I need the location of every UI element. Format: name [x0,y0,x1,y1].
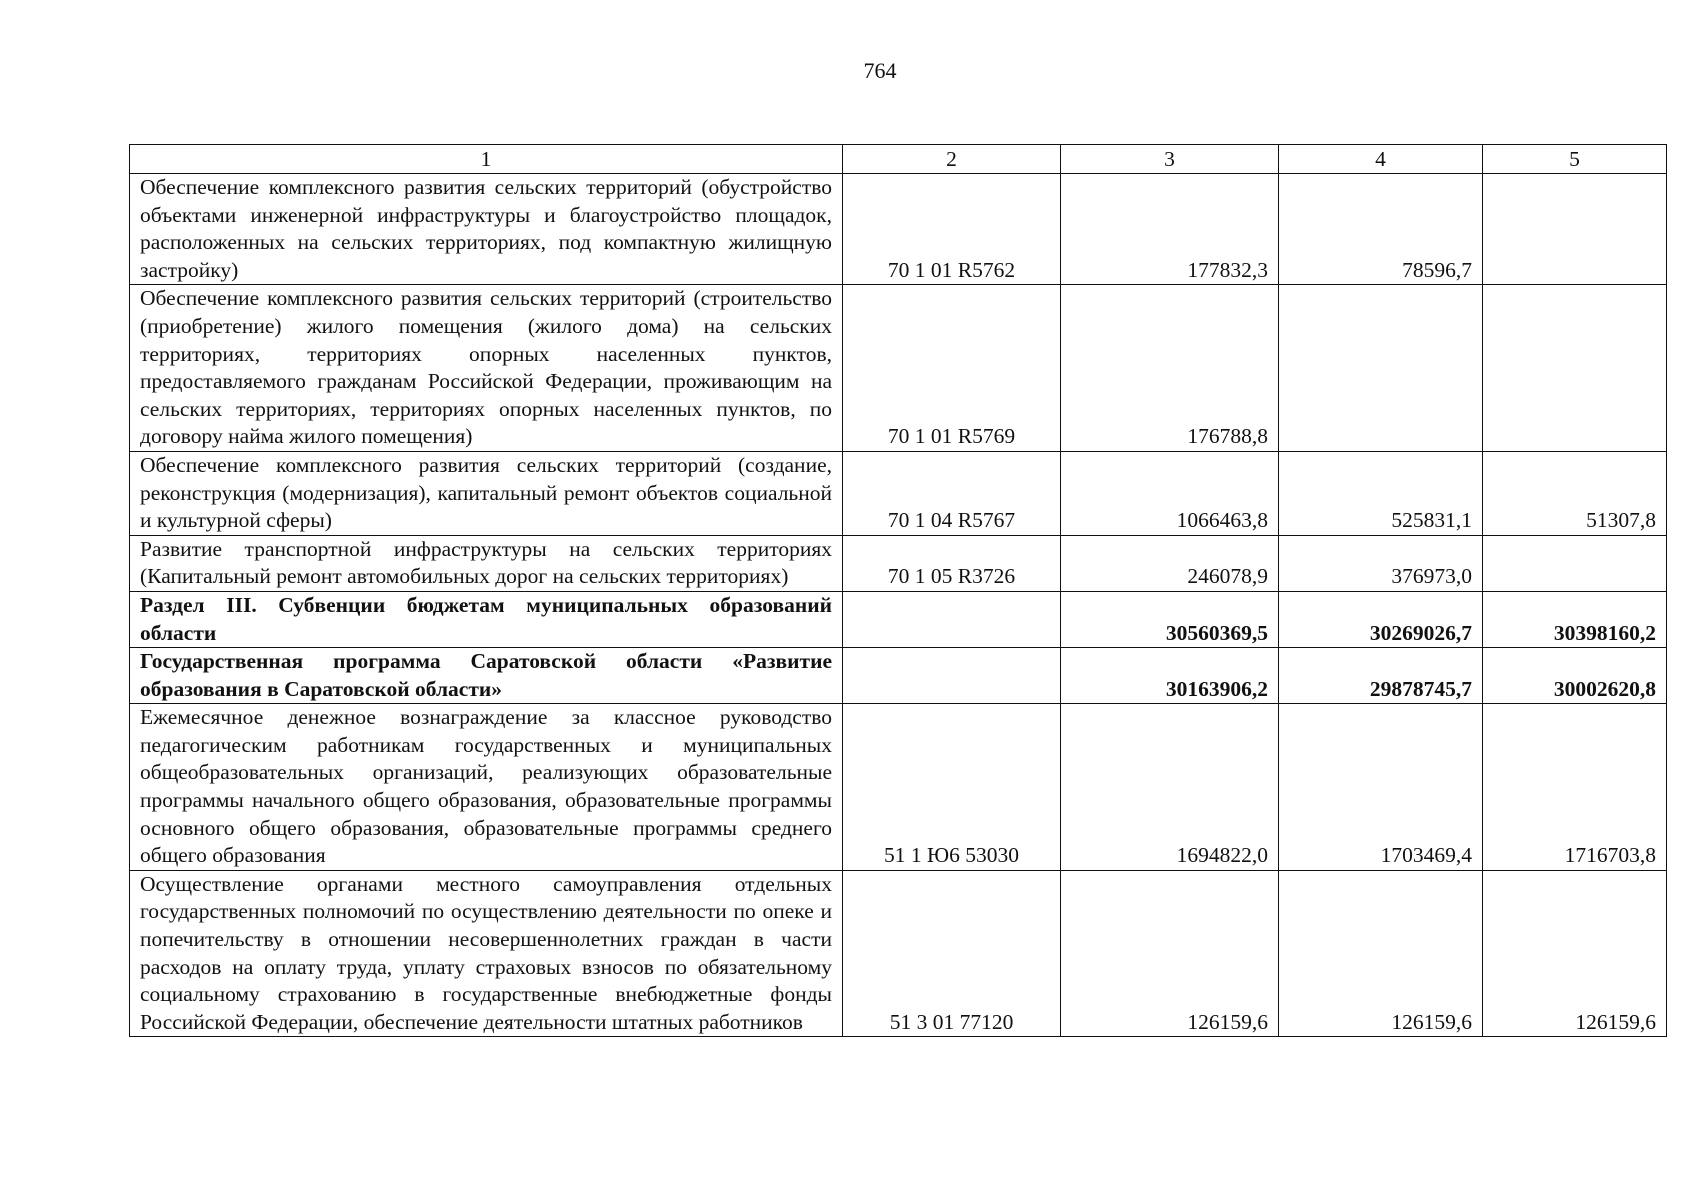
row-col-4: 1703469,4 [1279,704,1483,871]
table-row [130,535,1667,591]
row-description: Обеспечение комплексного развития сельских территорий (строительство (приобретение) жилого помещения (жилого дома) на сельских территориях, территориях опорных населенных пунктов, предоставляемого гражданам Российской Федерации, проживающим на сельских территориях, территориях опорных населенных пунктов, по договору найма жилого помещения) [130,285,843,452]
row-col-3: 30560369,5 [1061,591,1279,647]
header-row [130,145,1667,174]
row-col-5 [1483,285,1667,452]
row-col-3: 176788,8 [1061,285,1279,452]
row-col-4: 30269026,7 [1279,591,1483,647]
row-code: 70 1 01 R5769 [843,285,1061,452]
row-col-3: 177832,3 [1061,174,1279,285]
row-code: 70 1 05 R3726 [843,535,1061,591]
row-col-5: 51307,8 [1483,451,1667,535]
header-col-4: 4 [1279,145,1483,174]
row-description: Осуществление органами местного самоуправления отдельных государственных полномочий по осуществлению деятельности по опеке и попечительству в отношении несовершеннолетних граждан в части расходов на оплату труда, уплату страховых взносов по обязательному социальному страхованию в государственные внебюджетные фонды Российской Федерации, обеспечение деятельности штатных работников [130,870,843,1037]
row-description: Обеспечение комплексного развития сельских территорий (обустройство объектами инженерной инфраструктуры и благоустройство площадок, расположенных на сельских территориях, под компактную жилищную застройку) [130,174,843,285]
page-number: 764 [863,58,897,83]
row-col-3: 246078,9 [1061,535,1279,591]
header-col-5: 5 [1483,145,1667,174]
row-col-5 [1483,174,1667,285]
row-col-5: 126159,6 [1483,870,1667,1037]
row-col-4: 126159,6 [1279,870,1483,1037]
row-description: Раздел III. Субвенции бюджетам муниципальных образований области [130,591,843,647]
header-col-3: 3 [1061,145,1279,174]
row-col-3: 126159,6 [1061,870,1279,1037]
row-col-5: 1716703,8 [1483,704,1667,871]
header-col-1: 1 [130,145,843,174]
row-col-3: 1066463,8 [1061,451,1279,535]
table-row [130,174,1667,285]
row-col-5: 30002620,8 [1483,648,1667,704]
row-col-3: 1694822,0 [1061,704,1279,871]
table-row [130,704,1667,871]
row-col-4: 78596,7 [1279,174,1483,285]
row-col-3: 30163906,2 [1061,648,1279,704]
header-col-2: 2 [843,145,1061,174]
row-code: 51 3 01 77120 [843,870,1061,1037]
row-code: 70 1 04 R5767 [843,451,1061,535]
row-col-5: 30398160,2 [1483,591,1667,647]
row-col-4: 376973,0 [1279,535,1483,591]
row-description: Развитие транспортной инфраструктуры на сельских территориях (Капитальный ремонт автомобильных дорог на сельских территориях) [130,535,843,591]
row-code [843,591,1061,647]
row-code: 70 1 01 R5762 [843,174,1061,285]
row-code [843,648,1061,704]
row-code: 51 1 Ю6 53030 [843,704,1061,871]
program-total-row [130,648,1667,704]
section-total-row [130,591,1667,647]
table-row [130,451,1667,535]
row-col-4: 525831,1 [1279,451,1483,535]
row-description: Обеспечение комплексного развития сельских территорий (создание, реконструкция (модернизация), капитальный ремонт объектов социальной и культурной сферы) [130,451,843,535]
row-col-5 [1483,535,1667,591]
row-col-4: 29878745,7 [1279,648,1483,704]
table-row [130,285,1667,452]
budget-table [129,144,1667,1037]
row-description: Государственная программа Саратовской области «Развитие образования в Саратовской области» [130,648,843,704]
row-col-4 [1279,285,1483,452]
table-row [130,870,1667,1037]
row-description: Ежемесячное денежное вознаграждение за классное руководство педагогическим работникам государственных и муниципальных общеобразовательных организаций, реализующих образовательные программы начального общего образования, образовательные программы основного общего образования, образовательные программы среднего общего образования [130,704,843,871]
